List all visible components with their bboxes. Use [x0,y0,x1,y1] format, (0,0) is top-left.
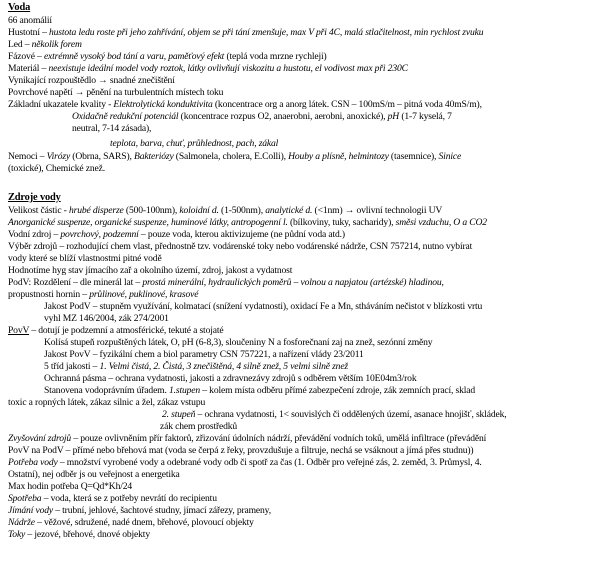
l22-a: Potřeba vody [8,457,58,468]
zdroje-line-17: toxic a ropných látek, zákaz silnic a žel, zákaz vstupu [8,397,206,408]
zdroje-line-4: Výběr zdrojů – rozhodující chem vlast, přednostně tzv. vodárenské toky nebo vodárenské nádrže, CSN 757214, nutno vybírat [8,241,473,252]
led-line [8,39,82,50]
l3-c: – pouze voda, kterou aktivizujeme (ne půdní voda atd.) [138,229,345,240]
zdroje-line-1 [8,205,442,216]
l16-a: Stanovena vodoprávním úřadem. [44,385,169,396]
zdroje-line-21: PovV na PodV – přímé nebo břehová mat (voda se čerpá z řeky, provzdušuje a filtruje, nechá se vsáknout a jímá přes studnu)) [8,445,474,456]
l8-a: propustnosti hornin – [8,289,90,300]
hustota-line [8,27,483,38]
l1-e: (1-500nm), [218,205,266,216]
fazove-line [8,51,327,62]
fazove-note: (teplá voda mrzne rychleji) [224,51,327,62]
ukazatele-line-2 [72,111,452,122]
zdroje-line-10: vyhl MZ 146/2004, zák 274/2001 [44,313,169,324]
l1-c: (500-100nm), [123,205,180,216]
material-line [8,63,408,74]
l18-b: – ochrana vydatnosti, 1< souvislých či oddělených území, asanace hnojišť, skládek, [195,409,507,420]
l14-a: 5 tříd jakosti – [44,361,100,372]
bakteriozy-term: Bakteriózy [134,151,174,162]
zdroje-line-6: Hodnotíme hyg stav jímacího zař a okolního území, zdroj, jakost a vydatnost [8,265,293,276]
material-text: neexistuje ideální model vody roztok, látky ovlivňují viskozitu a hustotu, el vodivost max při 230C [48,63,408,74]
l1-d: koloidní d. [179,205,219,216]
zdroje-line-28 [8,529,150,540]
zdroje-line-24: Max hodin potřeba Q=Qd*Kh/24 [8,481,133,492]
anomalie-line: 66 anomálií [8,15,52,26]
zdroje-heading: Zdroje vody [8,192,61,203]
ukazatele-line-4: teplota, barva, chuť, průhlednost, pach, zákal [110,138,279,149]
l11-a: PovV [8,325,30,336]
l20-b: – pouze ovlivněním přír faktorů, zřizování údolních nádrží, převádění vodních toků, umělá infiltrace (převádění [71,433,487,444]
voda-heading: Voda [8,2,31,13]
ukazatele-line-3: neutral, 7-14 zásada), [72,123,152,134]
zdroje-line-5: vody které se blíží vlastnostmi pitné vodě [8,253,162,264]
l2-b: (bílkoviny, tuky, sacharidy), [287,217,396,228]
rozpoustedlo-line: Vynikající rozpouštědlo → snadné znečištění [8,75,175,86]
l7-a: PodV: [8,277,34,288]
l1-a: Velikost částic - [8,205,69,216]
sinice-term: Sinice [438,151,462,162]
zdroje-line-9: Jakost PodV – stupněm využívání, kolmatací (snížení vydatnosti), oxidací Fe a Mn, stháváním nečistot v blízkosti vrtu [44,301,483,312]
l25-a: Spotřeba [8,493,42,504]
nemoci-label: Nemoci – [8,151,47,162]
l7-b: Rozdělení – dle minerál lat – [33,277,143,288]
l16-c: – kolem místa odběru přímé zabezpečení zdroje, zák zemních prací, sklad [200,385,476,396]
hustota-text: hustota ledu roste při jeho zahřívání, objem se při tání zmenšuje, max V při 4C, malá stlačitelnost, min rychlost zvuku [49,27,484,38]
virozy-term: Virózy [46,151,71,162]
zdroje-line-14 [44,361,348,372]
ukazatele-label: Základní ukazatele kvality - [8,99,114,110]
zdroje-line-12: Kolísá stupeň rozpuštěných látek, O, pH (6-8,3), sloučeniny N a fosforečnaní zaj na znež, sezónní změny [44,337,433,348]
l27-b: – věžové, sdružené, nadé dnem, břehové, plovoucí objekty [34,517,254,528]
zdroje-line-26 [8,505,271,516]
l20-a: Zvyšování zdrojů [8,433,72,444]
hustota-label: Hustotní – [8,27,49,38]
houby-note: (tasemnice), [388,151,439,162]
l28-b: – jezové, břehové, dnové objekty [25,529,150,540]
zdroje-line-25 [8,493,217,504]
zdroje-line-7 [8,277,444,288]
led-text: několik forem [31,39,82,50]
l28-a: Toky [8,529,26,540]
l2-c: směsi vzduchu, O a CO2 [395,217,487,228]
l11-b: – dotují je podzemní a atmosférické, tekuté a stojaté [29,325,224,336]
l8-b: průlinové, puklinové, krasové [89,289,199,300]
redox-note: (koncentrace rozpus O2, anaerobni, aerobni, anoxické), [178,111,388,122]
l7-c: prostá minerální, hydraulických poměrů [142,277,292,288]
l3-b: povrchový, podzemní [60,229,139,240]
l1-b: hrubé disperze [68,205,124,216]
zdroje-line-19: zák chem prostředků [160,421,238,432]
bakteriozy-note: (Salmonela, cholera, E.Colli), [173,151,289,162]
nemoci-line-2: (toxické), Chemické znež. [8,163,105,174]
l3-a: Vodní zdroj – [8,229,61,240]
material-label: Materiál – [8,63,49,74]
l22-b: – množství vyrobené vody a odebrané vody odb či spotř za čas (1. Odběr pro veřejné zás, 2. zeměd, 3. Průmysl, 4. [57,457,482,468]
zdroje-line-22 [8,457,482,468]
zdroje-line-13: Jakost PovV – fyzikální chem a biol parametry CSN 757221, a nařízení vlády 23/2011 [44,349,364,360]
zdroje-line-11 [8,325,223,336]
konduktivita-note: (koncentrace org a anorg látek. CSN – 100mS/m – pitná voda 40mS/m), [212,99,482,110]
l2-a: Anorganické suspenze, organické suspenze, huminové látky, antropogenní l. [8,217,288,228]
ph-term: pH [387,111,400,122]
ph-note: (1-7 kyselá, 7 [399,111,452,122]
zdroje-line-15: Ochranná pásma – ochrana vydatnosti, jakosti a zdravnezávy zdrojů s odběrem větším 10E04m3/rok [44,373,417,384]
ukazatele-line-1 [8,99,482,110]
l1-g: (<1nm) → ovlivní technologii UV [312,205,443,216]
zdroje-line-16 [44,385,475,396]
l26-a: Jímání vody [8,505,53,516]
l25-b: – voda, která se z potřeby nevrátí do recipientu [41,493,217,504]
zdroje-line-27 [8,517,254,528]
l27-a: Nádrže [8,517,35,528]
l18-a: 2. stupeň [162,409,196,420]
zdroje-line-23: Ostatní), nej odběr js ou veřejnost a energetika [8,469,180,480]
l16-b: 1.stupen [168,385,201,396]
konduktivita-term: Elektrolytická konduktivita [113,99,213,110]
zdroje-line-18 [162,409,506,420]
houby-term: Houby a plísně, helmintozy [288,151,389,162]
zdroje-line-8 [8,289,198,300]
l1-f: analytické d. [265,205,313,216]
virozy-note: (Obrna, SARS), [70,151,135,162]
zdroje-line-20 [8,433,486,444]
redox-term: Oxidačně redukční potenciál [72,111,179,122]
l7-e: volnou a napjatou (artézské) hladinou, [300,277,444,288]
fazove-label: Fázové – [8,51,44,62]
l14-b: 1. Velmi čistá, 2. Čistá, 3 znečištěná, 4 silně znež, 5 velmi silně znež [99,361,349,372]
l7-d: – [291,277,301,288]
nemoci-line-1 [8,151,461,162]
povrchove-napeti-line: Povrchové napětí → pěnění na turbulentních místech toku [8,87,224,98]
zdroje-line-2 [8,217,487,228]
led-label: Led – [8,39,32,50]
fazove-text: extrémně vysoký bod tání a varu, paměťový efekt [43,51,225,62]
zdroje-line-3 [8,229,345,240]
l26-b: – trubní, jehlové, šachtové studny, jímací zářezy, prameny, [52,505,271,516]
